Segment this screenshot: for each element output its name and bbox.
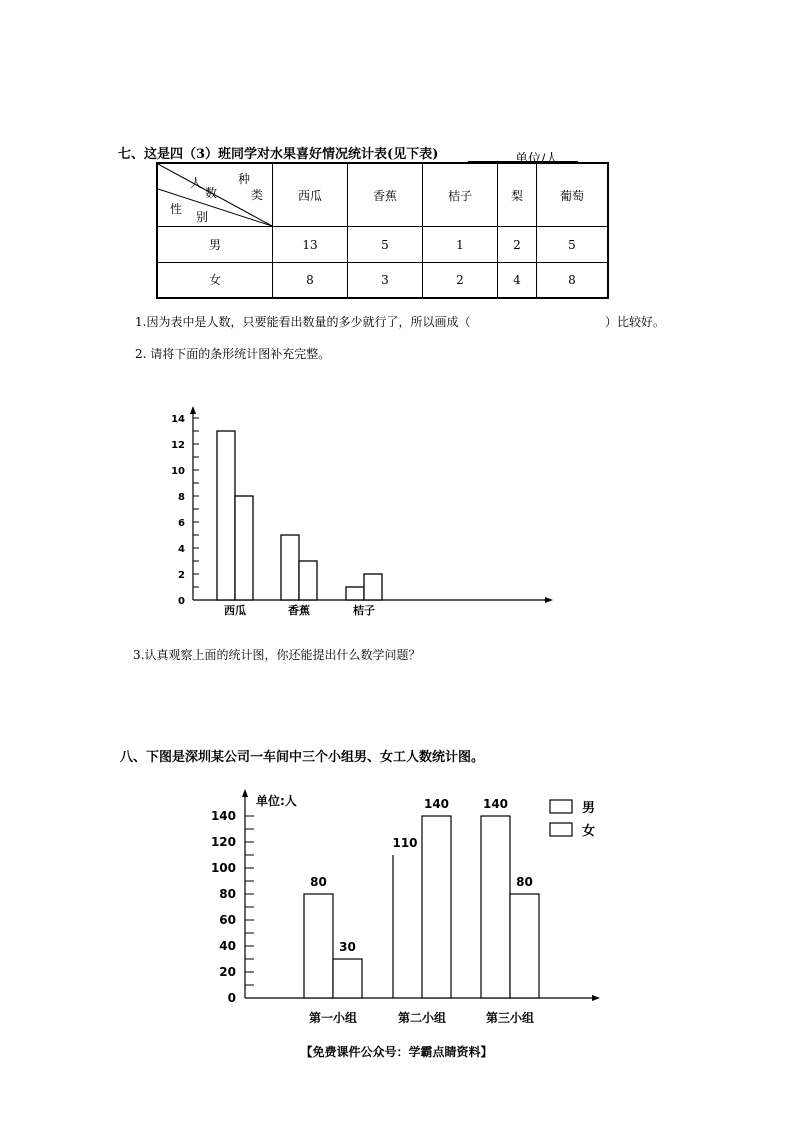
table-cell: 1 <box>423 227 498 263</box>
fruit-bar-chart <box>160 400 560 620</box>
chart2-axes <box>242 789 600 1001</box>
col-header: 梨 <box>498 163 537 227</box>
category-label: 西瓜 <box>224 604 246 617</box>
y-tick-label: 100 <box>210 861 236 875</box>
header-xingbie-b: 别 <box>196 210 209 224</box>
header-xingbie-a: 性 <box>170 202 183 216</box>
bar <box>281 535 299 600</box>
bar <box>299 561 317 600</box>
table-cell: 2 <box>498 227 537 263</box>
x-axis-arrow <box>592 995 600 1001</box>
category-label: 第二小组 <box>397 1011 447 1025</box>
bar <box>235 496 253 600</box>
table-cell: 2 <box>423 263 498 298</box>
data-label: 80 <box>516 875 533 889</box>
bar <box>422 816 451 998</box>
x-axis-arrow <box>545 597 553 603</box>
data-label: 140 <box>423 797 450 811</box>
data-label: 110 <box>392 836 418 850</box>
diagonal-header-cell <box>157 163 273 227</box>
chart2-legend <box>550 800 595 839</box>
header-zhonglei-b: 类 <box>251 188 264 202</box>
bar <box>510 894 539 998</box>
table-cell: 13 <box>273 227 348 263</box>
table-cell: 5 <box>348 227 423 263</box>
chart2-ticks <box>211 809 254 1005</box>
chart1-bars <box>217 431 382 600</box>
y-tick-label: 4 <box>178 544 185 555</box>
table-cell: 8 <box>537 263 609 298</box>
y-tick-label: 12 <box>171 440 185 451</box>
table-row <box>157 227 608 263</box>
legend-swatch <box>550 800 572 813</box>
header-renshu-a: 人 <box>190 176 203 190</box>
row-label: 女 <box>157 263 273 298</box>
y-tick-label: 120 <box>210 835 236 849</box>
y-tick-label: 6 <box>178 518 185 529</box>
y-tick-label: 2 <box>178 570 185 581</box>
y-tick-label: 60 <box>219 913 236 927</box>
y-axis-arrow <box>190 406 196 414</box>
y-tick-label: 8 <box>178 492 185 503</box>
footer-text: 【免费课件公众号：学霸点睛资料】 <box>300 1045 493 1059</box>
col-header: 桔子 <box>423 163 498 227</box>
row-label: 男 <box>157 227 273 263</box>
table-cell: 4 <box>498 263 537 298</box>
table-cell: 3 <box>348 263 423 298</box>
table-cell: 8 <box>273 263 348 298</box>
bar <box>333 959 362 998</box>
y-tick-label: 14 <box>171 414 185 425</box>
col-header: 香蕉 <box>348 163 423 227</box>
category-label: 香蕉 <box>288 604 310 617</box>
category-label: 桔子 <box>353 604 375 617</box>
question-2: 2. 请将下面的条形统计图补充完整。 <box>135 347 331 361</box>
category-label: 第三小组 <box>485 1011 535 1025</box>
bar <box>346 587 364 600</box>
legend-label: 男 <box>582 801 596 816</box>
y-tick-label: 0 <box>178 596 185 607</box>
chart2-categories <box>309 1010 534 1025</box>
question-3: 3.认真观察上面的统计图，你还能提出什么数学问题？ <box>133 648 421 662</box>
data-label: 140 <box>482 797 509 811</box>
chart2-ylabel: 单位:人 <box>256 794 297 808</box>
y-tick-label: 0 <box>227 991 236 1005</box>
table-row <box>157 263 608 298</box>
legend-label: 女 <box>582 824 596 839</box>
y-axis-arrow <box>242 789 248 797</box>
bar <box>481 816 510 998</box>
y-tick-label: 140 <box>210 809 236 823</box>
legend-swatch <box>550 823 572 836</box>
y-tick-label: 40 <box>219 939 236 953</box>
header-zhonglei-a: 种 <box>238 172 251 186</box>
q8-title: 八、下图是深圳某公司一车间中三个小组男、女工人数统计图。 <box>120 750 485 765</box>
bar <box>304 894 333 998</box>
bar <box>364 574 382 600</box>
category-label: 第一小组 <box>308 1011 358 1025</box>
header-renshu-b: 数 <box>205 186 218 200</box>
question-1: 1.因为表中是人数，只要能看出数量的多少就行了，所以画成（ <box>135 315 471 329</box>
col-header: 葡萄 <box>537 163 609 227</box>
y-tick-label: 20 <box>219 965 236 979</box>
group-bar-chart <box>200 785 620 1030</box>
data-label: 80 <box>310 875 327 889</box>
y-tick-label: 10 <box>171 466 185 477</box>
data-label: 30 <box>339 940 356 954</box>
question-1-end: ）比较好。 <box>605 315 666 329</box>
chart2-bars <box>304 816 539 998</box>
q7-title: 七、这是四（3）班同学对水果喜好情况统计表(见下表) <box>118 147 439 162</box>
table-cell: 5 <box>537 227 609 263</box>
col-header: 西瓜 <box>273 163 348 227</box>
y-tick-label: 80 <box>219 887 236 901</box>
unit-label: 单位/人 <box>515 152 559 167</box>
chart1-ticks <box>171 414 199 607</box>
fruit-table <box>156 162 609 299</box>
bar <box>217 431 235 600</box>
chart1-categories <box>224 603 375 617</box>
